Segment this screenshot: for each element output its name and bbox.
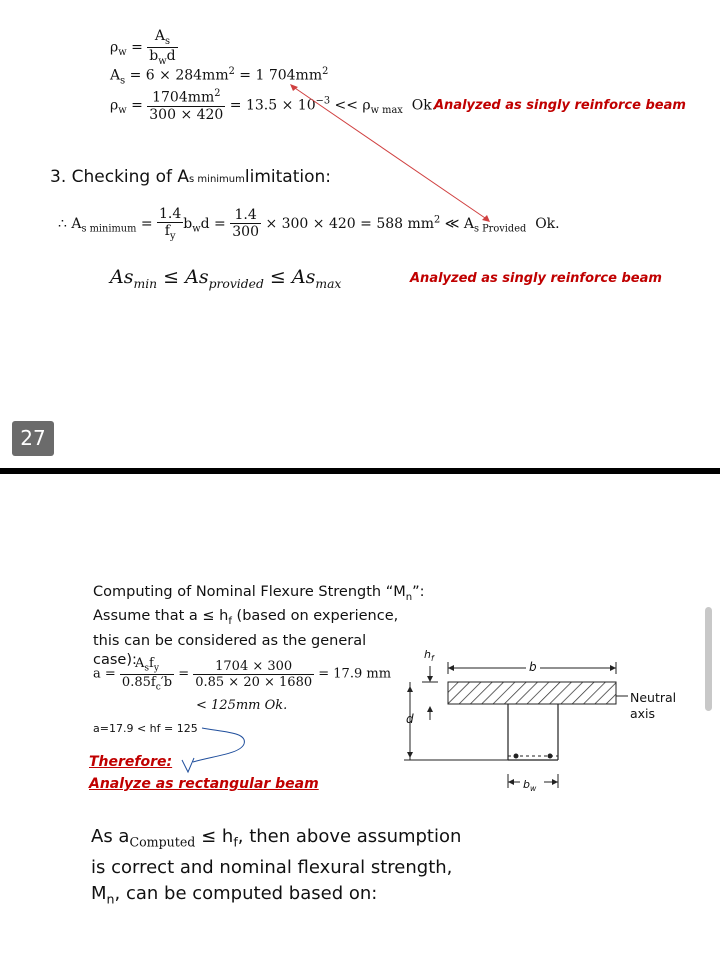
heading-check bbox=[50, 167, 331, 187]
rho-definition: $\rho_w$ = $\frac{A_s}{b_wd}$ bbox=[110, 28, 176, 67]
frac2-den: 300 bbox=[232, 224, 259, 241]
ineq-min: min bbox=[133, 276, 158, 291]
asmin-compare: ≪ A bbox=[444, 215, 474, 232]
line2: Assume that a ≤ h bbox=[93, 608, 229, 625]
asmin-frac1 bbox=[157, 206, 183, 242]
flange-hatch bbox=[448, 682, 616, 704]
sq1: 2 bbox=[228, 66, 235, 77]
heading-sub: s minimum bbox=[189, 174, 245, 185]
asmin-frac2 bbox=[230, 207, 261, 240]
diagram-d-label: d bbox=[406, 712, 414, 726]
line2-end: (based on experience, bbox=[231, 608, 399, 625]
a-eq: a = bbox=[93, 666, 116, 682]
c3a: M bbox=[91, 882, 107, 904]
a-num: A bbox=[134, 656, 145, 671]
rho-num: 1704mm bbox=[152, 89, 215, 106]
note-singly-1: Analyzed as singly reinforce beam bbox=[434, 98, 686, 113]
asmin-equation: ∴ $A_{s minimum}$ = $\frac{1.4}{f_y}$ $b_wd$ = $\frac{1.4}{300}$ × 300 × 420 = 588 $mm^2$ ≪ $A_{s Provided}$ Ok. bbox=[58, 206, 560, 242]
rho-sub2: w bbox=[118, 105, 127, 117]
line2-sub: f bbox=[228, 616, 232, 628]
c1sub: Computed bbox=[129, 834, 196, 850]
bw-b: b bbox=[523, 778, 530, 791]
as-provided-sub: s Provided bbox=[473, 223, 527, 235]
therefore-symbol: ∴ A bbox=[58, 215, 82, 232]
ok1: Ok. bbox=[411, 97, 437, 114]
therefore-label: Therefore: bbox=[89, 754, 173, 770]
analyze-label: Analyze as rectangular beam bbox=[89, 776, 319, 792]
as-sub2: s bbox=[120, 75, 126, 87]
as-eq-tail: = 1 704mm bbox=[239, 67, 323, 84]
text-line-2 bbox=[93, 607, 425, 631]
frac1-den-sub: y bbox=[169, 230, 176, 242]
line1-sub: n bbox=[405, 591, 413, 603]
bw-w: w bbox=[529, 784, 537, 794]
conclusion-block bbox=[91, 824, 461, 912]
frac1-num: 1.4 bbox=[159, 206, 182, 222]
ineq-as2: As bbox=[185, 266, 209, 288]
diagram-neutral-label bbox=[630, 690, 676, 722]
a-frac2 bbox=[193, 659, 314, 690]
as-sub: s bbox=[164, 35, 170, 47]
ineq-as3: As bbox=[291, 266, 316, 288]
text-line-1 bbox=[93, 583, 425, 607]
diagram-bw-label bbox=[523, 778, 536, 793]
handwritten-curve bbox=[178, 720, 258, 780]
rho-exp: −3 bbox=[315, 95, 331, 107]
ineq-le1: ≤ bbox=[163, 266, 180, 288]
line1-end: ”: bbox=[412, 584, 425, 600]
text-line-4: case): bbox=[93, 652, 137, 669]
scrollbar-thumb[interactable] bbox=[705, 607, 712, 711]
rho-compare: << ρ bbox=[334, 97, 371, 114]
a-num-y: y bbox=[153, 663, 159, 674]
rho-max-sub: w max bbox=[370, 105, 403, 117]
a-num-f: f bbox=[149, 656, 154, 671]
sq4: 2 bbox=[434, 214, 441, 226]
b-symbol2: b bbox=[183, 215, 193, 232]
b-symbol: b bbox=[149, 47, 159, 64]
ineq-le2: ≤ bbox=[269, 266, 286, 288]
handnote: a=17.9 < hf = 125 bbox=[93, 722, 198, 735]
neutral-line2: axis bbox=[630, 706, 656, 721]
w-sub2: w bbox=[192, 223, 201, 235]
d-symbol2: d bbox=[200, 215, 210, 232]
a-num-s: s bbox=[144, 663, 150, 674]
as-eq-rest: = 6 × 284mm bbox=[129, 67, 229, 84]
hf-h: h bbox=[424, 648, 431, 661]
sq3: 2 bbox=[214, 88, 221, 99]
sq2: 2 bbox=[322, 66, 329, 77]
rho-result: = 13.5 × 10 bbox=[229, 97, 316, 114]
frac2-num: 1.4 bbox=[230, 207, 261, 224]
ineq-max: max bbox=[315, 276, 342, 291]
rho-den: 300 × 420 bbox=[149, 106, 224, 123]
heading-suffix: limitation: bbox=[244, 167, 331, 187]
conclusion-line-2: is correct and nominal flexural strength, bbox=[91, 857, 453, 879]
a-den-b: ′b bbox=[160, 674, 173, 690]
text-line-3: this can be considered as the general bbox=[93, 632, 367, 649]
rho-sub: w bbox=[118, 47, 127, 59]
c1c: , then above assumption bbox=[237, 826, 462, 847]
as-symbol2: A bbox=[110, 67, 121, 84]
conclusion-line-3 bbox=[91, 881, 461, 912]
ineq-as1: As bbox=[110, 266, 134, 288]
a-equation: a = $\frac{A_sf_y}{0.85f_c'b}$ = $\frac{1704 \times 300}{0.85 \times 20 \times 1680}$ = 17.9 mm bbox=[93, 656, 392, 693]
red-arrow-line bbox=[0, 0, 720, 240]
d-symbol: d bbox=[166, 47, 176, 64]
c3b: , can be computed based on: bbox=[114, 882, 378, 904]
rho-symbol: ρ bbox=[110, 39, 119, 56]
asmin-sub: s minimum bbox=[81, 223, 137, 235]
frac1-den: f bbox=[164, 223, 170, 239]
ok2: Ok. bbox=[535, 215, 560, 232]
asmin-calc: × 300 × 420 = 588 mm bbox=[265, 215, 435, 232]
line1: Computing of Nominal Flexure Strength “M bbox=[93, 584, 406, 600]
w-sub: w bbox=[158, 55, 167, 67]
slide-number-badge: 27 bbox=[12, 421, 54, 456]
c3sub: n bbox=[106, 891, 115, 907]
rho-symbol2: ρ bbox=[110, 97, 119, 114]
conclusion-line-1 bbox=[91, 824, 461, 855]
a-den: 0.85f bbox=[121, 674, 156, 690]
ineq-prov: provided bbox=[208, 276, 264, 291]
a-frac1 bbox=[120, 656, 174, 692]
c1f: f bbox=[233, 834, 238, 850]
c1a: As a bbox=[91, 826, 130, 847]
slide-divider bbox=[0, 468, 720, 474]
heading-prefix: 3. Checking of A bbox=[50, 167, 190, 187]
neutral-line1: Neutral bbox=[630, 690, 677, 705]
rho-calc: $\rho_w$ = $\frac{1704mm^2}{300 \times 420}$ = $13.5 \times 10^{-3} << \rho_{w max}$ Ok. bbox=[110, 88, 437, 123]
a-result: = 17.9 mm bbox=[318, 666, 392, 682]
c1b: ≤ h bbox=[195, 826, 234, 847]
inequality-line bbox=[110, 266, 341, 291]
as-symbol: A bbox=[154, 28, 165, 44]
a-check: < 125mm Ok. bbox=[196, 698, 288, 713]
a-den2: 0.85 × 20 × 1680 bbox=[195, 674, 313, 690]
note-singly-2: Analyzed as singly reinforce beam bbox=[410, 271, 662, 286]
a-num2: 1704 × 300 bbox=[193, 659, 314, 675]
t-beam-diagram bbox=[390, 648, 690, 798]
a-den-c: c bbox=[155, 682, 161, 693]
hf-f: f bbox=[430, 654, 434, 664]
diagram-hf-label bbox=[424, 648, 434, 663]
diagram-b-label: b bbox=[529, 660, 537, 674]
